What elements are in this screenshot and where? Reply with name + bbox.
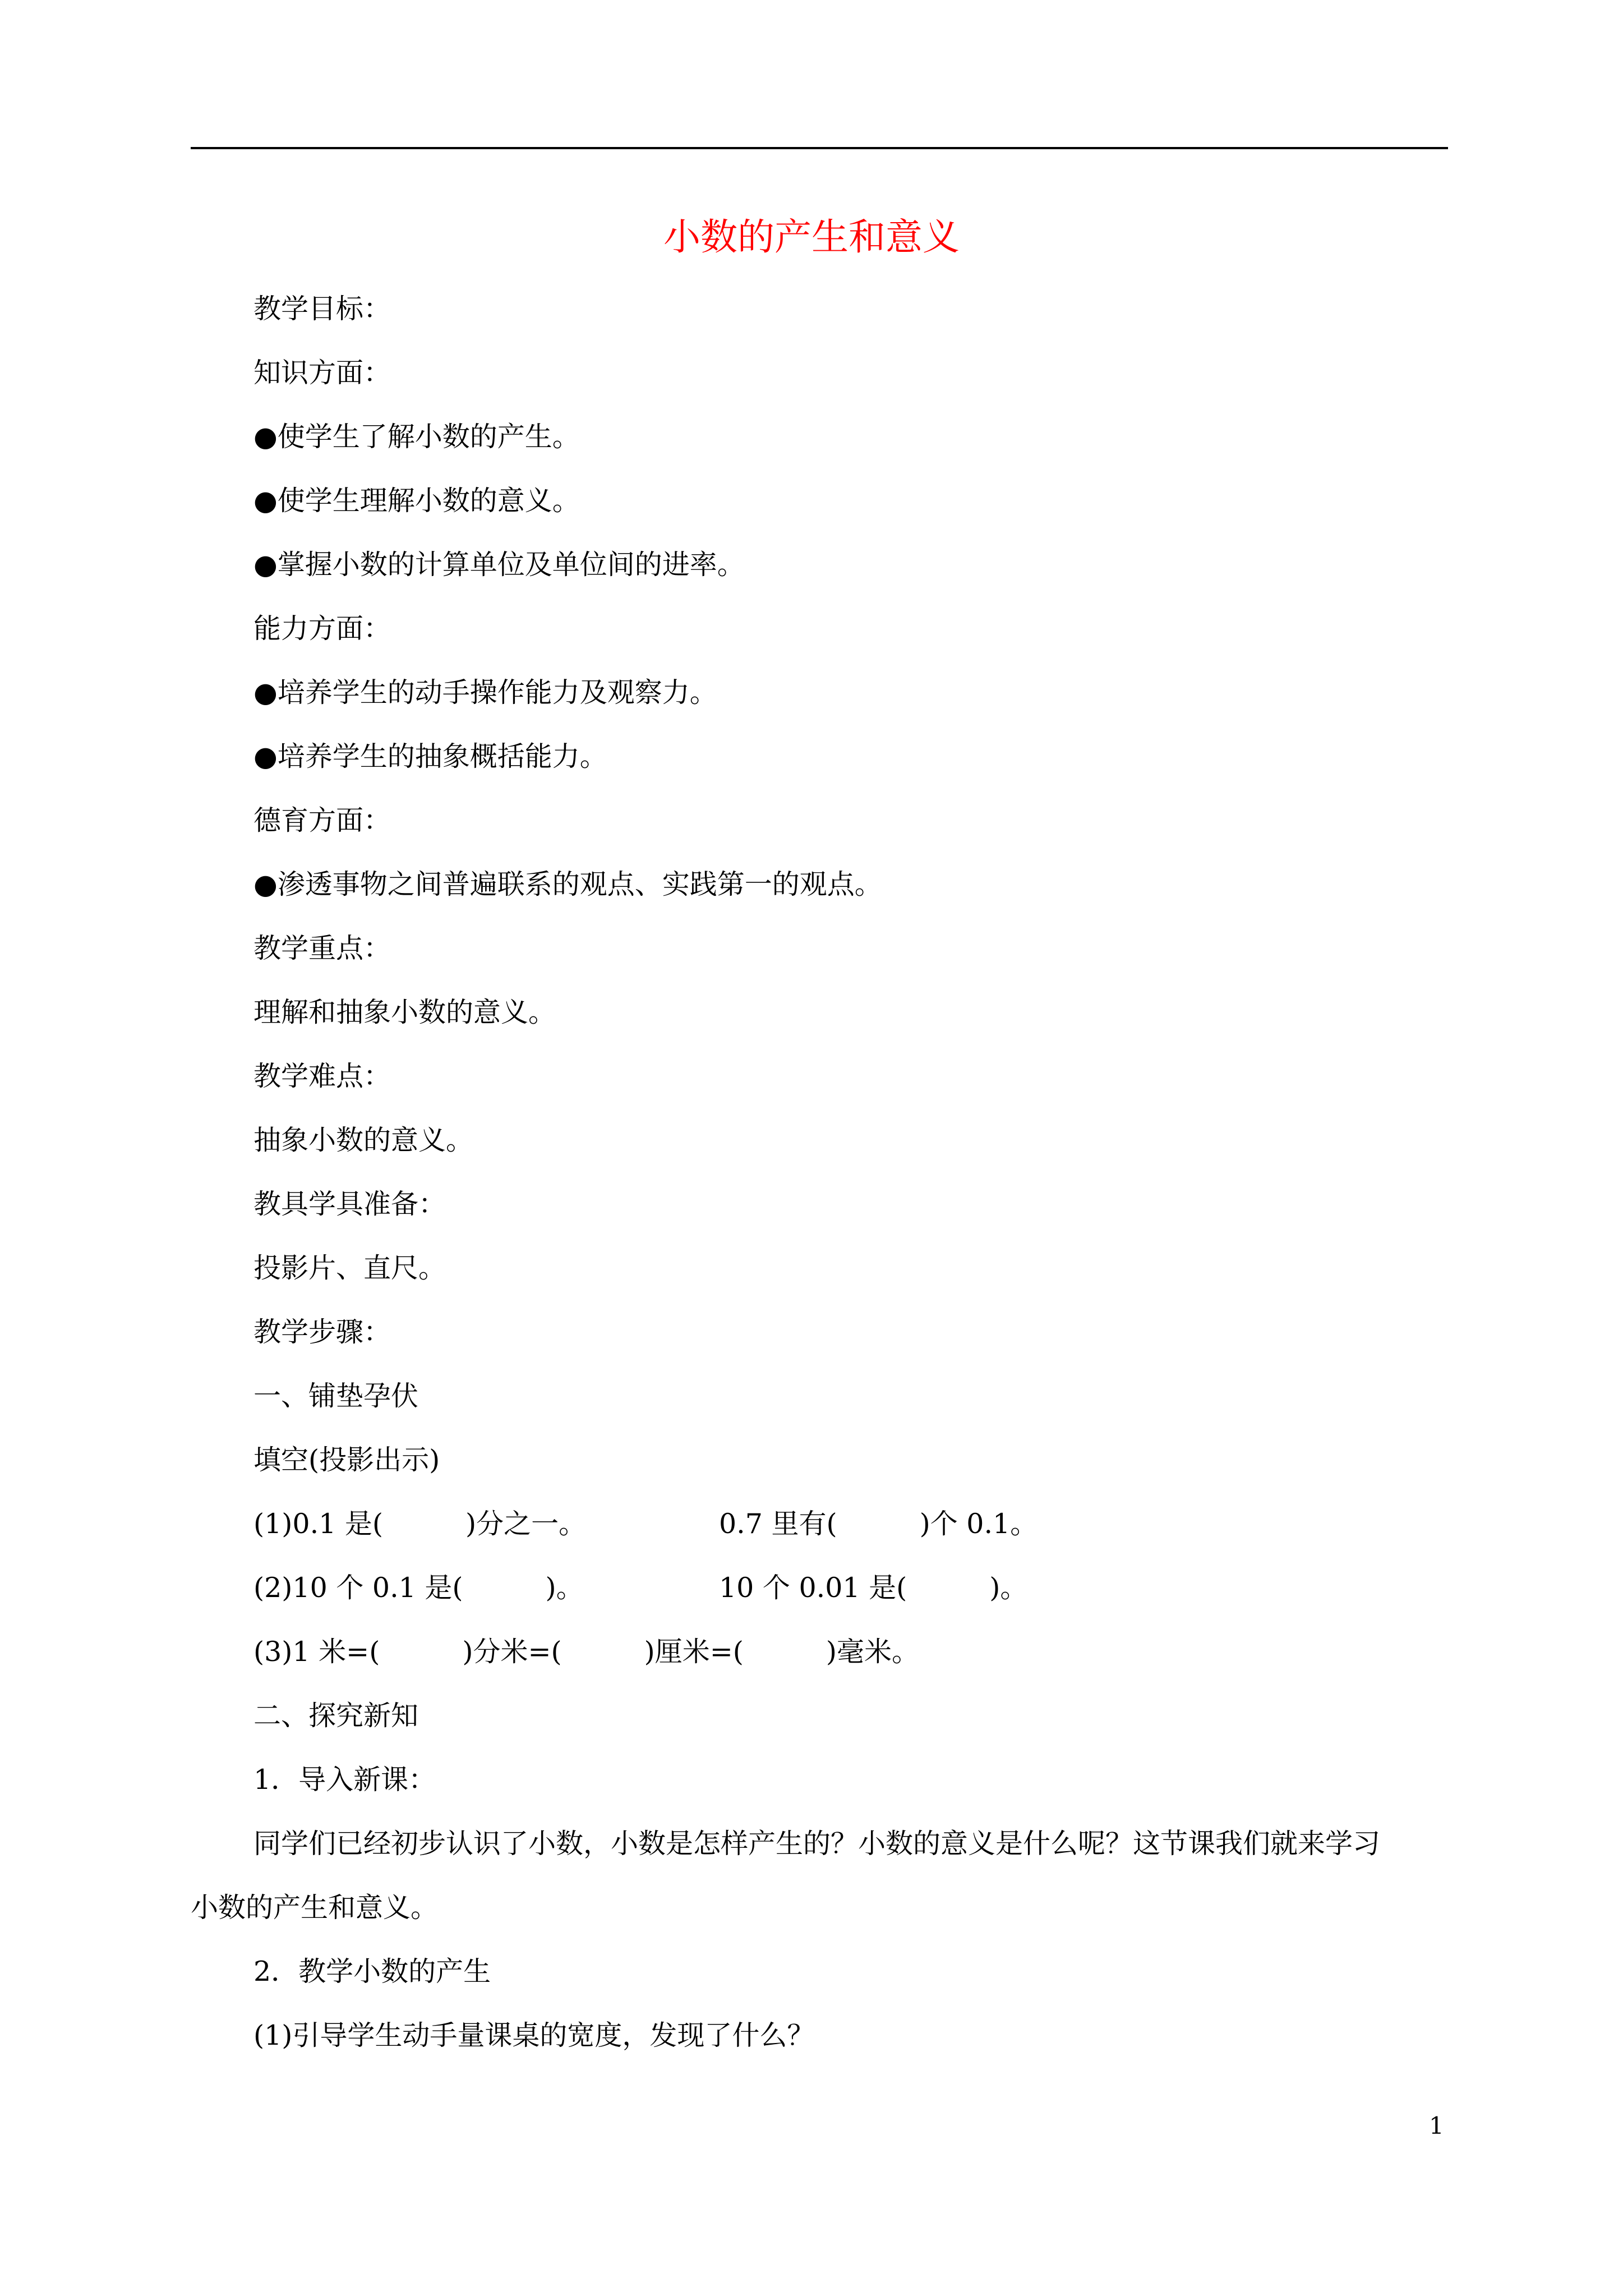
document-title: 小数的产生和意义 xyxy=(663,215,960,259)
line-teaching-goals: 教学目标： xyxy=(253,293,391,325)
line-difficulty-heading: 教学难点： xyxy=(253,1060,391,1092)
header-rule xyxy=(191,147,1448,149)
fill-blank-1-left: (1)0.1 是( )分之一。 xyxy=(253,1508,587,1540)
paragraph-intro-line-2: 小数的产生和意义。 xyxy=(191,1892,439,1924)
bullet-knowledge-1: ●使学生了解小数的产生。 xyxy=(253,421,580,453)
line-moral-aspect: 德育方面： xyxy=(253,804,391,836)
line-materials: 投影片、直尺。 xyxy=(253,1252,446,1284)
line-fill-in-blank: 填空(投影出示) xyxy=(253,1444,440,1476)
line-key-point-heading: 教学重点： xyxy=(253,932,391,964)
fill-blank-row-3: (3)1 米=( )分米=( )厘米=( )毫米。 xyxy=(253,1636,920,1668)
bullet-moral-1: ●渗透事物之间普遍联系的观点、实践第一的观点。 xyxy=(253,868,882,900)
fill-blank-1-right: 0.7 里有( )个 0.1。 xyxy=(719,1508,1038,1540)
line-section-2: 二、探究新知 xyxy=(253,1700,419,1732)
line-key-point: 理解和抽象小数的意义。 xyxy=(253,996,556,1028)
fill-blank-2-left: (2)10 个 0.1 是( )。 xyxy=(253,1572,584,1604)
line-materials-heading: 教具学具准备： xyxy=(253,1188,446,1220)
line-knowledge-aspect: 知识方面： xyxy=(253,357,391,389)
bullet-knowledge-3: ●掌握小数的计算单位及单位间的进率。 xyxy=(253,549,745,581)
line-item-1: 1．导入新课： xyxy=(253,1764,436,1796)
line-ability-aspect: 能力方面： xyxy=(253,613,391,645)
fill-blank-2-right: 10 个 0.01 是( )。 xyxy=(719,1572,1028,1604)
page-number: 1 xyxy=(1429,2112,1444,2139)
bullet-ability-2: ●培养学生的抽象概括能力。 xyxy=(253,740,607,772)
line-difficulty: 抽象小数的意义。 xyxy=(253,1124,474,1156)
line-item-2: 2．教学小数的产生 xyxy=(253,1955,491,1987)
line-steps-heading: 教学步骤： xyxy=(253,1316,391,1348)
bullet-ability-1: ●培养学生的动手操作能力及观察力。 xyxy=(253,677,717,708)
line-item-2-1: (1)引导学生动手量课桌的宽度，发现了什么？ xyxy=(253,2019,815,2051)
bullet-knowledge-2: ●使学生理解小数的意义。 xyxy=(253,485,580,517)
line-section-1: 一、铺垫孕伏 xyxy=(253,1380,419,1412)
paragraph-intro-line-1: 同学们已经初步认识了小数，小数是怎样产生的？小数的意义是什么呢？这节课我们就来学习 xyxy=(253,1828,1381,1860)
